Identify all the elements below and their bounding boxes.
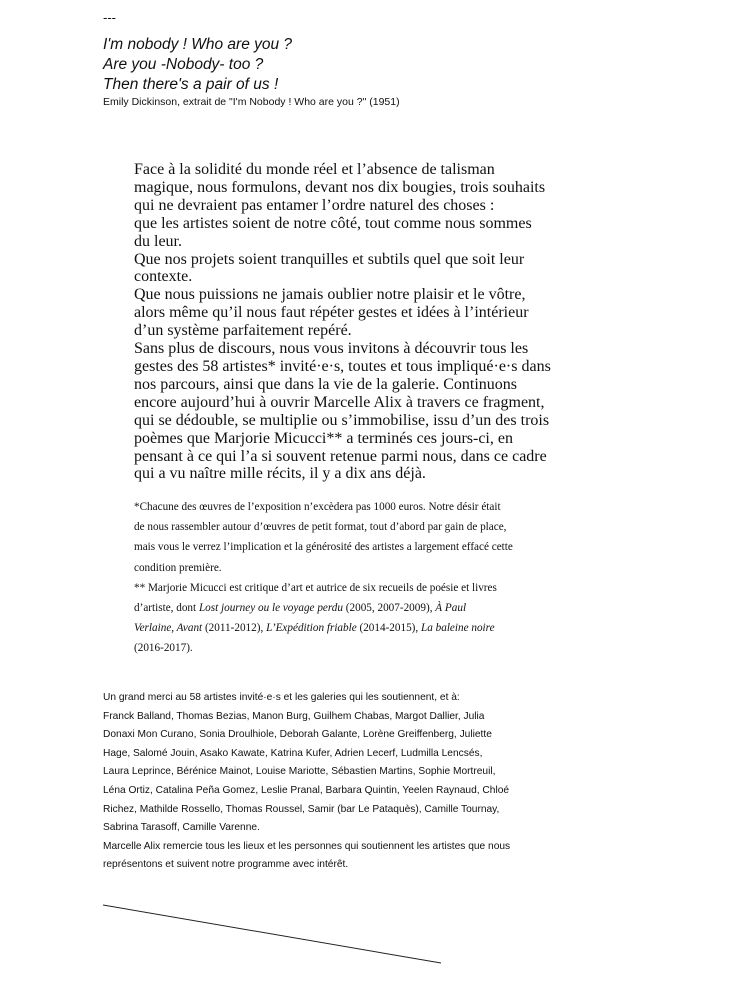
- manifesto-line: que les artistes soient de notre côté, tout comme nous sommes: [134, 214, 532, 232]
- top-rule-text: ---: [103, 10, 116, 25]
- manifesto-line: magique, nous formulons, devant nos dix bougies, trois souhaits: [134, 178, 546, 196]
- footnote-line: mais vous le verrez l’implication et la générosité des artistes a largement effacé cette: [134, 541, 513, 554]
- footnote-line: condition première.: [134, 561, 222, 574]
- thanks-line: Franck Balland, Thomas Bezias, Manon Burg, Guilhem Chabas, Margot Dallier, Julia: [103, 710, 485, 722]
- manifesto-line: alors même qu’il nous faut répéter gestes et idées à l’intérieur: [134, 304, 529, 322]
- footnote-text: (2005, 2007-2009),: [343, 602, 436, 615]
- book-title: Verlaine, Avant: [134, 622, 203, 635]
- poem-credit: Emily Dickinson, extrait de "I'm Nobody ! Who are you ?" (1951): [103, 96, 400, 108]
- manifesto-line: d’un système parfaitement repéré.: [134, 322, 352, 340]
- thanks-line: Richez, Mathilde Rossello, Thomas Roussel, Samir (bar Le Pataquès), Camille Tournay,: [103, 803, 500, 815]
- footnote-text: (2011-2012),: [202, 622, 267, 635]
- thanks-line: représentons et suivent notre programme avec intérêt.: [103, 859, 349, 871]
- footnote-line: (2016-2017).: [134, 642, 193, 655]
- footnote-line: de nous rassembler autour d’œuvres de petit format, tout d’abord par gain de place,: [134, 521, 507, 534]
- footnote-text: d’artiste, dont: [134, 602, 199, 615]
- thanks-line: Donaxi Mon Curano, Sonia Droulhiole, Deborah Galante, Lorène Greiffenberg, Juliette: [103, 729, 492, 741]
- manifesto-line: Que nos projets soient tranquilles et subtils quel que soit leur: [134, 250, 525, 268]
- manifesto-line: qui se dédouble, se multiplie ou s’immobilise, issu d’un des trois: [134, 411, 550, 429]
- manifesto-line: poèmes que Marjorie Micucci** a terminés ces jours-ci, en: [134, 429, 513, 447]
- manifesto-line: Que nous puissions ne jamais oublier notre plaisir et le vôtre,: [134, 286, 526, 304]
- poem-line: Then there's a pair of us !: [103, 76, 279, 93]
- manifesto-line: gestes des 58 artistes* invité·e·s, toutes et tous impliqué·e·s dans: [134, 357, 551, 375]
- manifesto-line: pensant à ce qui l’a si souvent retenue parmi nous, dans ce cadre: [134, 447, 547, 465]
- book-title: La baleine noire: [421, 622, 495, 635]
- manifesto-line: qui a vu naître mille récits, il y a dix ans déjà.: [134, 465, 426, 483]
- manifesto-line: qui ne devraient pas entamer l’ordre naturel des choses :: [134, 196, 495, 214]
- thanks-line: Hage, Salomé Jouin, Asako Kawate, Katrina Kufer, Adrien Lecerf, Ludmilla Lencsés,: [103, 747, 483, 759]
- thanks-line: Marcelle Alix remercie tous les lieux et les personnes qui soutiennent les artistes que nous: [103, 840, 511, 852]
- poem-line: Are you -Nobody- too ?: [103, 56, 264, 73]
- manifesto-line: du leur.: [134, 232, 182, 250]
- manifesto-line: Face à la solidité du monde réel et l’absence de talisman: [134, 161, 495, 178]
- thanks-line: Sabrina Tarasoff, Camille Varenne.: [103, 822, 260, 834]
- thanks-line: Léna Ortiz, Catalina Peña Gomez, Leslie Pranal, Barbara Quintin, Yeelen Raynaud, Chloé: [103, 784, 510, 796]
- book-title: L’Expédition friable: [266, 622, 357, 635]
- book-title: À Paul: [435, 602, 467, 615]
- thanks-line: Un grand merci au 58 artistes invité·e·s et les galeries qui les soutiennent, et à:: [103, 692, 460, 703]
- footnote-line: ** Marjorie Micucci est critique d’art et autrice de six recueils de poésie et livres: [134, 581, 497, 594]
- poem-line: I'm nobody ! Who are you ?: [103, 36, 293, 53]
- diagonal-line: [103, 905, 441, 963]
- manifesto-line: encore aujourd’hui à ouvrir Marcelle Alix à travers ce fragment,: [134, 393, 545, 411]
- book-title: Lost journey ou le voyage perdu: [198, 602, 343, 615]
- footnote-line: *Chacune des œuvres de l’exposition n’excèdera pas 1000 euros. Notre désir était: [134, 501, 501, 513]
- thanks-line: Laura Leprince, Bérénice Mainot, Louise Mariotte, Sébastien Martins, Sophie Mortreuil,: [103, 766, 496, 778]
- footnote-text: (2014-2015),: [356, 622, 422, 635]
- manifesto-line: nos parcours, ainsi que dans la vie de la galerie. Continuons: [134, 375, 518, 393]
- manifesto-line: contexte.: [134, 268, 193, 286]
- manifesto-line: Sans plus de discours, nous vous invitons à découvrir tous les: [134, 340, 529, 358]
